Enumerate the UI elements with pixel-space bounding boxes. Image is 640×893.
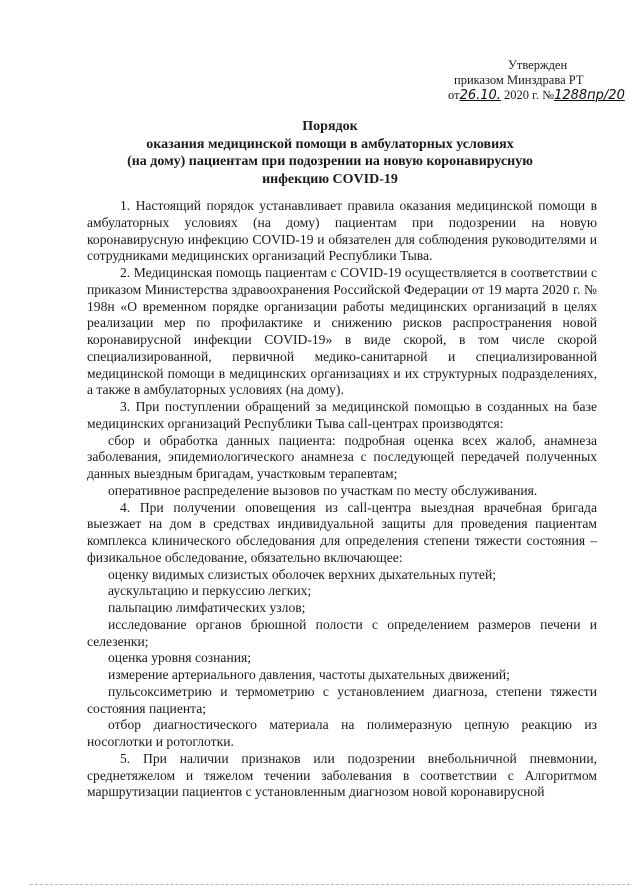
paragraph-1: 1. Настоящий порядок устанавливает правила оказания медицинской помощи в амбулаторных условиях (на дому) пациентам при подозрении на новую коронавирусную инфекцию COVID-19 и обязателен для соблюдения руководителями и сотрудниками медицинских организаций Республики Тыва.	[87, 198, 597, 264]
title-line-2: оказания медицинской помощи в амбулаторных условиях	[146, 136, 514, 152]
list-item: отбор диагностического материала на полимеразную цепную реакцию из носоглотки и ротоглотки.	[87, 717, 597, 749]
list-item: оперативное распределение вызовов по участкам по месту обслуживания.	[108, 482, 538, 498]
approval-date-prefix: от	[448, 88, 460, 102]
paragraph-5: 5. При наличии признаков или подозрении внебольничной пневмонии, среднетяжелом и тяжелом течении заболевания в соответствии с Алгоритмом маршрутизации пациентов с установленным диагнозом новой коронавирусной	[87, 750, 597, 800]
document-body	[87, 198, 597, 801]
list-item: измерение артериального давления, частоты дыхательных движений;	[108, 667, 510, 682]
paragraph-4: 4. При получении оповещения из call-центра выездная врачебная бригада выезжает на дом в средствах индивидуальной защиты для проведения пациентам комплекса клинического обследования для определения степени тяжести состояния – физикальное обследование, обязательно включающее:	[87, 499, 597, 565]
approval-stamp	[448, 58, 628, 103]
approval-status: Утвержден	[508, 58, 568, 72]
list-item: оценка уровня сознания;	[108, 650, 252, 666]
handwritten-order-number: 1288пр/20	[554, 88, 625, 103]
title-line-1: Порядок	[302, 119, 358, 134]
title-line-3: (на дому) пациентам при подозрении на новую коронавирусную	[127, 154, 533, 169]
paragraph-3: 3. При поступлении обращений за медицинской помощью в созданных на базе медицинских организаций Республики Тыва call-центрах производятся:	[87, 399, 597, 431]
approval-date-number	[448, 88, 628, 103]
page-bottom-divider	[30, 884, 630, 885]
approval-order: приказом Минздрава РТ	[454, 73, 584, 87]
list-item: сбор и обработка данных пациента: подробная оценка всех жалоб, анамнеза заболевания, эпидемиологического анамнеза с последующей передачей полученных данных выездным бригадам, участковым терапевтам;	[87, 432, 597, 481]
document-title	[90, 118, 570, 188]
approval-year-number-label: 2020 г. №	[500, 88, 555, 102]
list-item: аускультацию и перкуссию легких;	[108, 583, 312, 599]
list-item: пульсоксиметрию и термометрию с установлением диагноза, степени тяжести состояния пациента;	[87, 683, 597, 716]
title-line-4: инфекцию COVID-19	[262, 171, 398, 187]
list-item: пальпацию лимфатических узлов;	[108, 600, 306, 615]
list-item: исследование органов брюшной полости с определением размеров печени и селезенки;	[87, 616, 597, 649]
paragraph-2: 2. Медицинская помощь пациентам с COVID-19 осуществляется в соответствии с приказом Министерства здравоохранения Российской Федерации от 19 марта 2020 г. № 198н «О временном порядке организации работы медицинских организаций в целях реализации мер по профилактике и снижению рисков распространения новой коронавирусной инфекции COVID-19» в виде скорой, в том числе скорой специализированной, первичной медико-санитарной и специализированной медицинской помощи в медицинских организациях и их структурных подразделениях, а также в амбулаторных условиях (на дому).	[87, 265, 597, 398]
handwritten-date: 26.10.	[459, 88, 501, 103]
list-item: оценку видимых слизистых оболочек верхних дыхательных путей;	[108, 566, 496, 582]
